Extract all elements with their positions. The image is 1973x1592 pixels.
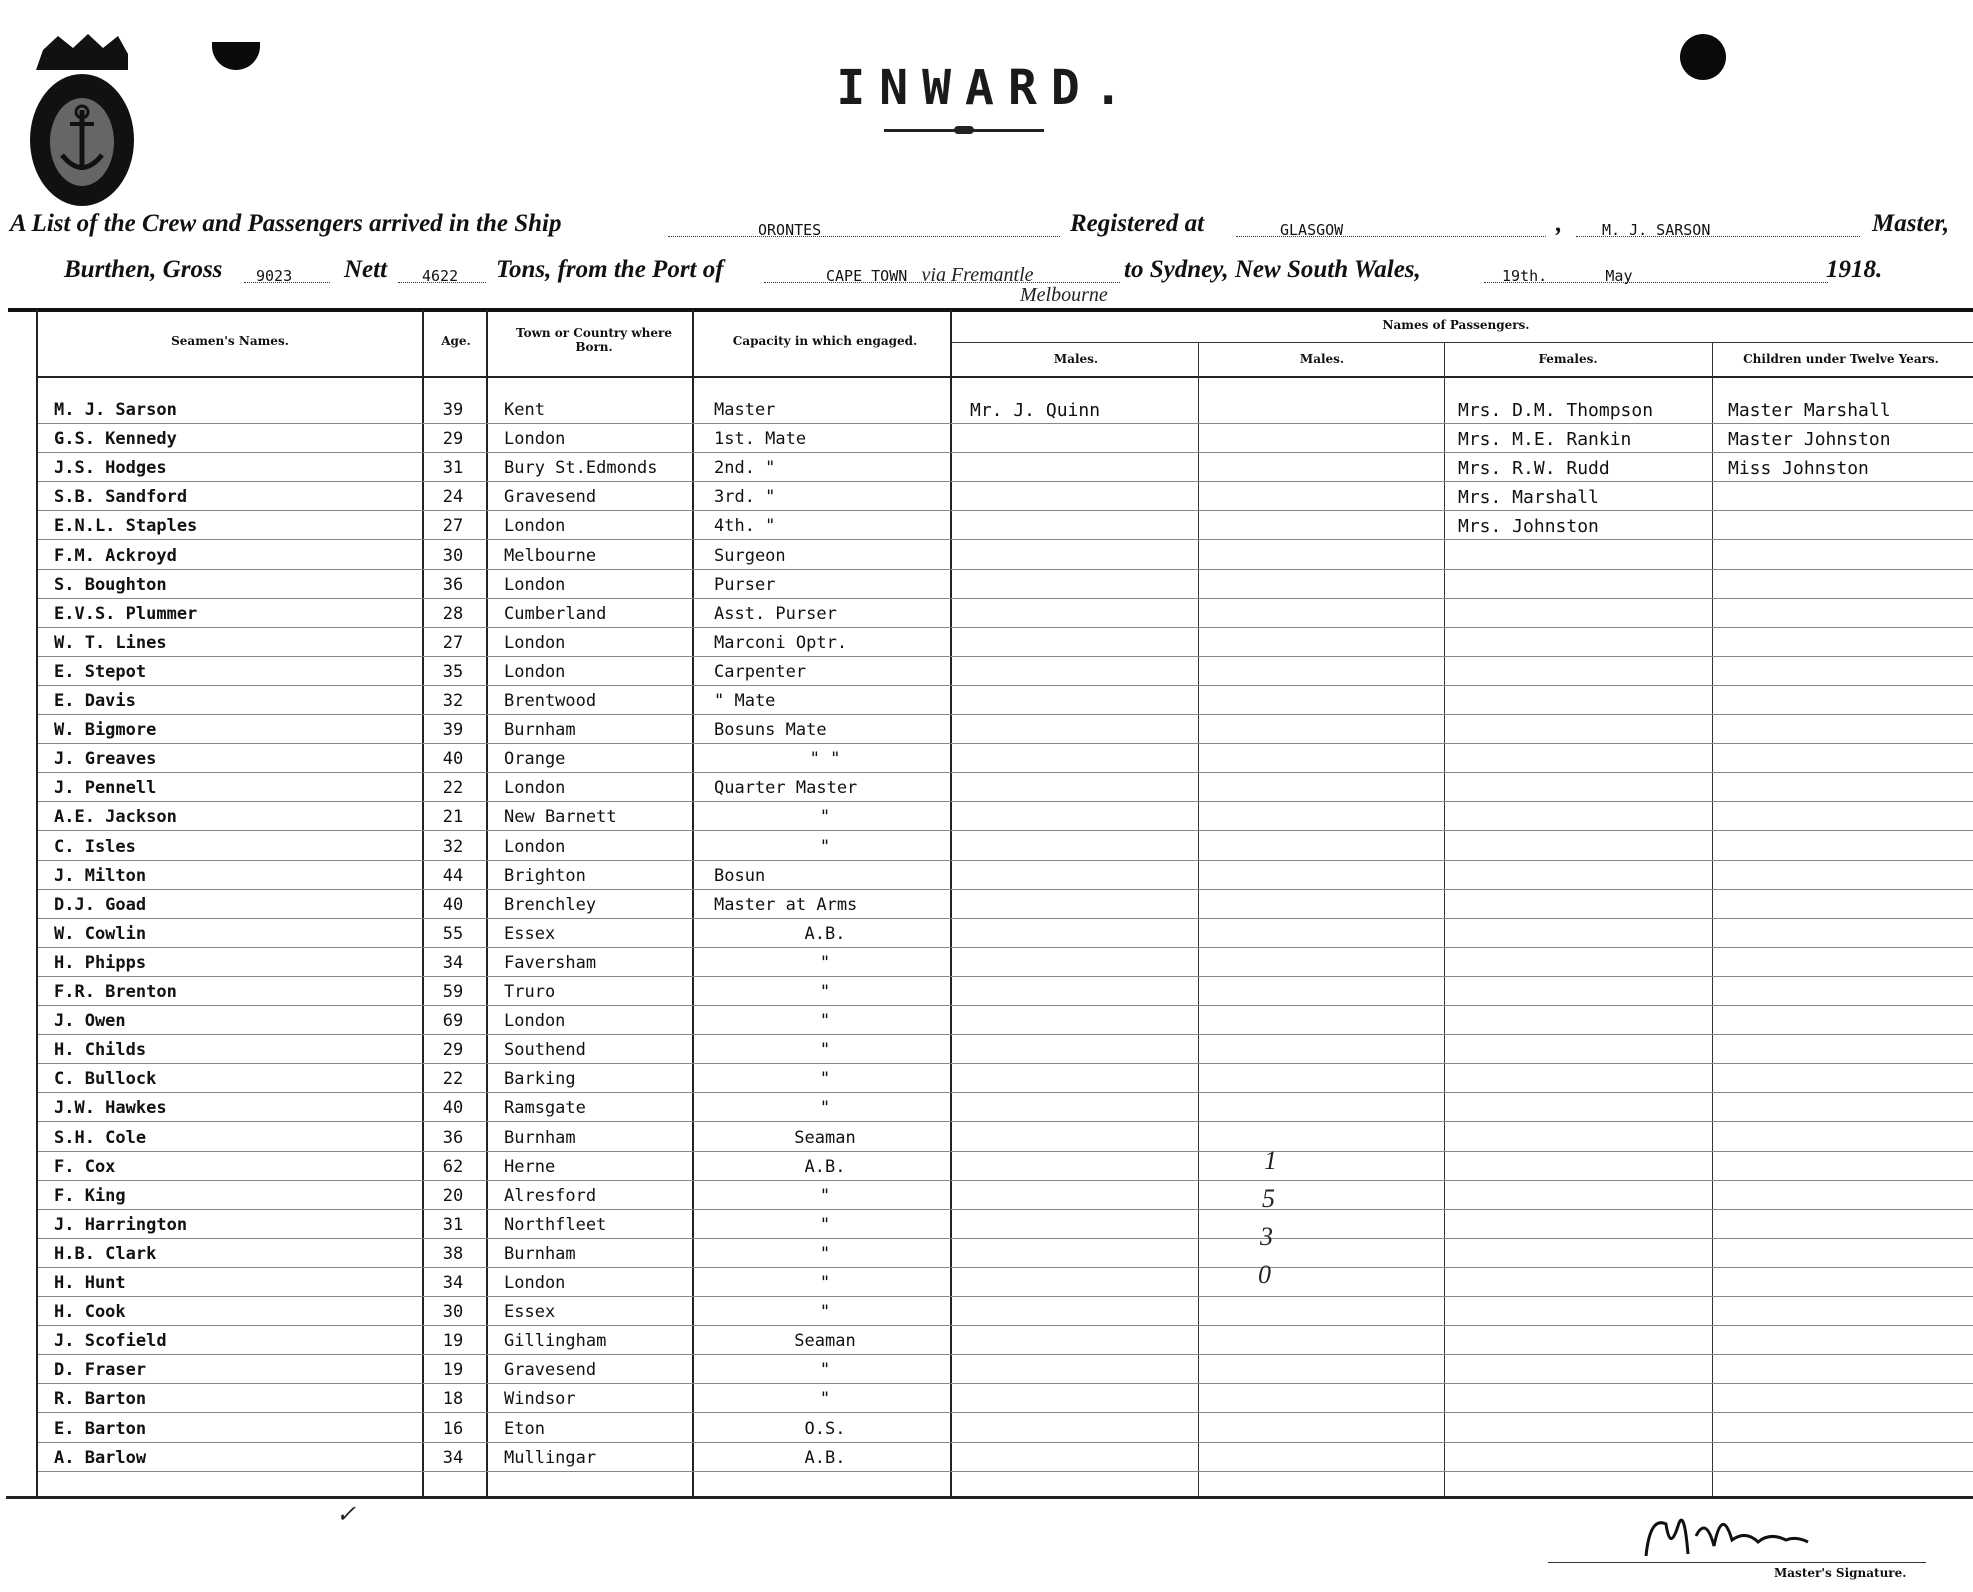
col-header-name: Seamen's Names. [171,334,289,348]
seaman-birthplace: Brentwood [504,691,597,711]
seaman-name: F.R. Brenton [54,982,177,1002]
seaman-birthplace: Gravesend [504,487,597,507]
seaman-capacity: " [819,1040,831,1060]
seaman-birthplace: Southend [504,1040,586,1060]
master-label: Master, [1872,210,1950,237]
seaman-age: 19 [442,1360,464,1380]
row-rule [38,801,1973,802]
row-rule [38,1034,1973,1035]
seaman-age: 40 [442,1098,464,1118]
passenger-female: Mrs. Johnston [1458,516,1599,537]
row-rule [38,1092,1973,1093]
seaman-name: F.M. Ackroyd [54,546,177,566]
seaman-age: 27 [442,516,464,536]
tally-mark: 0 [1258,1260,1271,1289]
master-name: M. J. SARSON [1602,221,1711,239]
seaman-birthplace: London [504,837,566,857]
seaman-age: 34 [442,953,464,973]
header-rule [8,308,1973,312]
seaman-name: W. Cowlin [54,924,147,944]
seaman-birthplace: Burnham [504,1128,576,1148]
seaman-age: 27 [442,633,464,653]
date-field [1484,260,1828,283]
seaman-age: 31 [442,1215,464,1235]
seaman-birthplace: Ramsgate [504,1098,586,1118]
seaman-age: 34 [442,1273,464,1293]
row-rule [38,452,1973,453]
row-rule [38,481,1973,482]
seaman-capacity: " " [809,749,841,769]
seaman-birthplace: London [504,1273,566,1293]
seaman-age: 31 [442,458,464,478]
seaman-capacity: " [819,1011,831,1031]
passenger-female: Mrs. D.M. Thompson [1458,400,1654,421]
title-ornament [954,126,974,134]
seaman-age: 69 [442,1011,464,1031]
seaman-name: W. Bigmore [54,720,157,740]
column-divider [422,310,424,1498]
seaman-age: 22 [442,778,464,798]
seaman-name: J. Owen [54,1011,126,1031]
row-rule [38,423,1973,424]
seaman-capacity: Carpenter [714,662,807,682]
passenger-female: Mrs. Marshall [1458,487,1599,508]
seaman-capacity: " [819,1389,831,1409]
col-header-females: Females. [1538,352,1598,366]
seaman-age: 21 [442,807,464,827]
date-month: May [1605,267,1633,285]
row-rule [38,1267,1973,1268]
date-day: 19th. [1502,267,1548,285]
seaman-birthplace: Mullingar [504,1448,597,1468]
passenger-male: Mr. J. Quinn [970,400,1101,421]
passenger-child: Master Marshall [1728,400,1891,421]
seaman-birthplace: Burnham [504,720,576,740]
tally-mark: 1 [1264,1146,1277,1175]
seaman-birthplace: London [504,516,566,536]
seaman-name: M. J. Sarson [54,400,177,420]
row-rule [38,743,1973,744]
seaman-capacity: A.B. [804,1157,846,1177]
seaman-name: E.V.S. Plummer [54,604,198,624]
nett-field [398,260,486,283]
seaman-name: W. T. Lines [54,633,167,653]
seaman-capacity: 2nd. " [714,458,776,478]
date-year: 1918. [1826,256,1883,283]
seaman-birthplace: Burnham [504,1244,576,1264]
seaman-capacity: Seaman [794,1128,856,1148]
row-rule [38,860,1973,861]
handwritten-mark: ✓ [336,1502,357,1528]
seaman-birthplace: Bury St.Edmonds [504,458,658,478]
seaman-capacity: A.B. [804,1448,846,1468]
seaman-birthplace: Brenchley [504,895,597,915]
seaman-birthplace: London [504,778,566,798]
seaman-age: 40 [442,749,464,769]
seaman-capacity: " [819,1360,831,1380]
seaman-age: 19 [442,1331,464,1351]
master-signature [1636,1496,1816,1570]
seaman-name: D.J. Goad [54,895,147,915]
seaman-birthplace: London [504,575,566,595]
col-header-children: Children under Twelve Years. [1743,352,1939,366]
row-rule [38,772,1973,773]
seaman-age: 36 [442,575,464,595]
seaman-name: J.W. Hawkes [54,1098,167,1118]
seaman-capacity: O.S. [804,1419,846,1439]
seaman-age: 40 [442,895,464,915]
seaman-birthplace: Faversham [504,953,597,973]
seaman-name: E. Davis [54,691,136,711]
seaman-capacity: Purser [714,575,776,595]
via-note: via Fremantle [921,264,1034,286]
seaman-birthplace: Windsor [504,1389,576,1409]
row-rule [38,1325,1973,1326]
seaman-age: 29 [442,1040,464,1060]
seaman-name: D. Fraser [54,1360,147,1380]
row-rule [38,1383,1973,1384]
row-rule [38,830,1973,831]
seaman-capacity: " [819,1186,831,1206]
seaman-capacity: Bosuns Mate [714,720,827,740]
column-divider [692,310,694,1498]
passenger-female: Mrs. R.W. Rudd [1458,458,1610,479]
seaman-age: 39 [442,400,464,420]
seaman-name: J. Harrington [54,1215,188,1235]
column-divider [36,310,38,1498]
seaman-capacity: " [819,1244,831,1264]
row-rule [38,539,1973,540]
to-label: to Sydney, New South Wales, [1124,256,1421,283]
seaman-birthplace: Gravesend [504,1360,597,1380]
seaman-name: R. Barton [54,1389,147,1409]
seaman-capacity: " [819,982,831,1002]
row-rule [38,1209,1973,1210]
seaman-name: H. Childs [54,1040,147,1060]
column-divider [486,310,488,1498]
row-rule [38,1442,1973,1443]
seaman-name: E. Barton [54,1419,147,1439]
row-rule [38,1412,1973,1413]
seaman-name: C. Isles [54,837,136,857]
passenger-female: Mrs. M.E. Rankin [1458,429,1632,450]
seaman-name: J.S. Hodges [54,458,167,478]
seaman-capacity: " [819,1273,831,1293]
row-rule [38,685,1973,686]
seaman-birthplace: Barking [504,1069,576,1089]
seaman-birthplace: Northfleet [504,1215,607,1235]
seaman-age: 44 [442,866,464,886]
page-title: INWARD. [836,60,1137,116]
seaman-name: E. Stepot [54,662,147,682]
seaman-capacity: Master at Arms [714,895,858,915]
burthen-label: Burthen, Gross [64,256,223,283]
seaman-birthplace: Truro [504,982,556,1002]
row-rule [38,1238,1973,1239]
seaman-capacity: Seaman [794,1331,856,1351]
seaman-capacity: 3rd. " [714,487,776,507]
column-divider [950,310,952,1498]
seaman-age: 28 [442,604,464,624]
seaman-capacity: " [819,1098,831,1118]
seaman-birthplace: Cumberland [504,604,607,624]
signature-label: Master's Signature. [1774,1566,1907,1580]
seaman-name: F. King [54,1186,126,1206]
row-rule [38,627,1973,628]
row-rule [38,714,1973,715]
row-rule [38,889,1973,890]
seaman-birthplace: Kent [504,400,545,420]
seaman-birthplace: London [504,633,566,653]
seaman-age: 35 [442,662,464,682]
seaman-birthplace: Orange [504,749,566,769]
row-rule [38,510,1973,511]
seaman-birthplace: New Barnett [504,807,617,827]
row-rule [38,1180,1973,1181]
seaman-capacity: " [819,807,831,827]
crown-anchor-seal [18,30,138,210]
seaman-age: 30 [442,1302,464,1322]
seaman-age: 55 [442,924,464,944]
seaman-birthplace: Essex [504,1302,556,1322]
seaman-age: 36 [442,1128,464,1148]
tally-mark: 5 [1262,1184,1275,1213]
nett-value: 4622 [422,267,459,285]
row-rule [38,947,1973,948]
seaman-birthplace: London [504,1011,566,1031]
passenger-subheader-rule [952,342,1973,343]
seaman-birthplace: Brighton [504,866,586,886]
seaman-birthplace: Eton [504,1419,545,1439]
seaman-capacity: " [819,1302,831,1322]
row-rule [38,598,1973,599]
nett-label: Nett [344,256,388,283]
seaman-birthplace: Alresford [504,1186,597,1206]
row-rule [38,976,1973,977]
master-field [1576,214,1860,237]
seaman-name: H. Hunt [54,1273,126,1293]
seaman-capacity: Quarter Master [714,778,858,798]
seaman-capacity: Bosun [714,866,766,886]
seaman-capacity: Marconi Optr. [714,633,848,653]
row-rule [38,918,1973,919]
seaman-capacity: 4th. " [714,516,776,536]
col-header-males: Males. [1053,352,1099,366]
seaman-capacity: A.B. [804,924,846,944]
seaman-name: E.N.L. Staples [54,516,198,536]
tons-label: Tons, from the Port of [496,256,724,283]
seaman-age: 59 [442,982,464,1002]
seaman-age: 62 [442,1157,464,1177]
seaman-name: F. Cox [54,1157,116,1177]
seaman-age: 39 [442,720,464,740]
passenger-child: Master Johnston [1728,429,1891,450]
seaman-name: A. Barlow [54,1448,147,1468]
row-rule [38,1005,1973,1006]
seaman-name: A.E. Jackson [54,807,177,827]
seaman-capacity: " [819,953,831,973]
row-rule [38,1151,1973,1152]
seaman-name: S.H. Cole [54,1128,147,1148]
seaman-age: 32 [442,691,464,711]
seaman-birthplace: Herne [504,1157,556,1177]
seaman-birthplace: Essex [504,924,556,944]
col-header-males-2: Males. [1299,352,1345,366]
seaman-capacity: Master [714,400,776,420]
seaman-age: 34 [442,1448,464,1468]
col-header-born: Town or Country where Born. [516,326,672,354]
seaman-capacity: " [819,837,831,857]
seaman-name: H. Phipps [54,953,147,973]
seaman-name: S. Boughton [54,575,167,595]
seaman-name: J. Milton [54,866,147,886]
registered-port-field [1236,214,1546,237]
seaman-name: J. Scofield [54,1331,167,1351]
seaman-age: 22 [442,1069,464,1089]
seaman-name: C. Bullock [54,1069,157,1089]
row-rule [38,656,1973,657]
gross-value: 9023 [256,267,293,285]
row-rule [38,1354,1973,1355]
seaman-name: J. Pennell [54,778,157,798]
col-header-passengers: Names of Passengers. [1382,318,1530,332]
via-note-2: Melbourne [1020,284,1108,306]
row-rule [38,1121,1973,1122]
seaman-age: 38 [442,1244,464,1264]
seaman-age: 30 [442,546,464,566]
ship-field [668,214,1060,237]
seaman-age: 32 [442,837,464,857]
seaman-capacity: " [819,1215,831,1235]
row-rule [38,569,1973,570]
col-header-age: Age. [441,334,471,348]
registered-port: GLASGOW [1280,221,1344,239]
seaman-capacity: " [819,1069,831,1089]
passenger-child: Miss Johnston [1728,458,1869,479]
seaman-capacity: " Mate [714,691,776,711]
seaman-capacity: Asst. Purser [714,604,837,624]
gross-field [244,260,330,283]
seaman-capacity: 1st. Mate [714,429,807,449]
seaman-age: 29 [442,429,464,449]
registered-label: Registered at [1070,210,1205,237]
seaman-birthplace: Gillingham [504,1331,607,1351]
seaman-name: G.S. Kennedy [54,429,177,449]
seaman-birthplace: Melbourne [504,546,597,566]
header-bottom-rule [38,376,1973,378]
from-port-field [764,260,1120,286]
from-port: CAPE TOWN [826,267,908,285]
ship-name: ORONTES [758,221,822,239]
row-rule [38,1296,1973,1297]
seaman-name: J. Greaves [54,749,157,769]
seaman-name: H. Cook [54,1302,126,1322]
row-rule [38,1063,1973,1064]
seaman-birthplace: London [504,662,566,682]
row-rule [38,1471,1973,1472]
tally-mark: 3 [1260,1222,1273,1251]
seaman-name: S.B. Sandford [54,487,188,507]
seaman-birthplace: London [504,429,566,449]
seaman-age: 18 [442,1389,464,1409]
comma: , [1556,210,1563,237]
signature-line [1548,1562,1926,1563]
seaman-age: 16 [442,1419,464,1439]
seaman-capacity: Surgeon [714,546,786,566]
list-prefix: A List of the Crew and Passengers arrived in the Ship [10,210,562,237]
seaman-age: 20 [442,1186,464,1206]
col-header-capacity: Capacity in which engaged. [732,334,918,348]
seaman-age: 24 [442,487,464,507]
seaman-name: H.B. Clark [54,1244,157,1264]
